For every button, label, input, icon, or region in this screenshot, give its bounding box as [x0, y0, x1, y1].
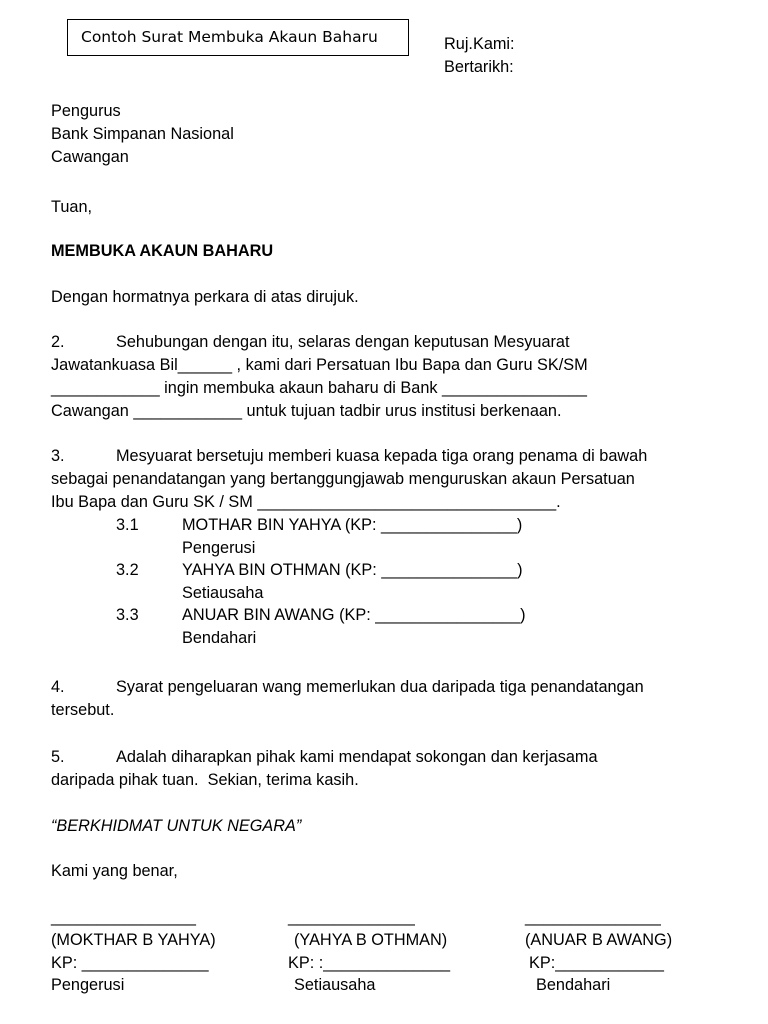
signatory-1-number: 3.1	[116, 516, 139, 534]
para4-line-2: tersebut.	[51, 701, 115, 719]
signature-line-3: _______________	[525, 908, 661, 926]
signature-name-3: (ANUAR B AWANG)	[525, 931, 673, 949]
signatory-2-number: 3.2	[116, 561, 139, 579]
opening-line: Dengan hormatnya perkara di atas dirujuk.	[51, 288, 359, 306]
para2-number: 2.	[51, 333, 65, 351]
signatory-1-name: MOTHAR BIN YAHYA (KP: _______________)	[182, 516, 523, 534]
date-label: Bertarikh:	[444, 58, 514, 76]
signature-role-3: Bendahari	[536, 976, 611, 994]
signature-role-1: Pengerusi	[51, 976, 125, 994]
signature-kp-2: KP: :______________	[288, 954, 451, 972]
signatory-2-name: YAHYA BIN OTHMAN (KP: _______________)	[182, 561, 523, 579]
signatory-3-name: ANUAR BIN AWANG (KP: ________________)	[182, 606, 526, 624]
reference-label: Ruj.Kami:	[444, 35, 515, 53]
para5-line-2: daripada pihak tuan. Sekian, terima kasih.	[51, 771, 359, 789]
subject-heading: MEMBUKA AKAUN BAHARU	[51, 242, 274, 260]
para4-line-1: Syarat pengeluaran wang memerlukan dua daripada tiga penandatangan	[116, 678, 644, 696]
recipient-line-1: Pengurus	[51, 102, 121, 120]
para2-line-3: ____________ ingin membuka akaun baharu di Bank ________________	[51, 379, 587, 397]
signature-name-1: (MOKTHAR B YAHYA)	[51, 931, 216, 949]
signature-kp-1: KP: ______________	[51, 954, 209, 972]
signature-line-1: ________________	[51, 908, 196, 926]
document-title-box: Contoh Surat Membuka Akaun Baharu	[67, 19, 409, 56]
para3-line-3: Ibu Bapa dan Guru SK / SM _________________________________.	[51, 493, 561, 511]
signatory-2-role: Setiausaha	[182, 584, 264, 602]
para5-line-1: Adalah diharapkan pihak kami mendapat sokongan dan kerjasama	[116, 748, 598, 766]
para2-line-1: Sehubungan dengan itu, selaras dengan keputusan Mesyuarat	[116, 333, 570, 351]
recipient-line-2: Bank Simpanan Nasional	[51, 125, 234, 143]
signatory-3-number: 3.3	[116, 606, 139, 624]
signatory-1-role: Pengerusi	[182, 539, 256, 557]
para3-number: 3.	[51, 447, 65, 465]
signature-name-2: (YAHYA B OTHMAN)	[294, 931, 448, 949]
para3-line-1: Mesyuarat bersetuju memberi kuasa kepada tiga orang penama di bawah	[116, 447, 648, 465]
para5-number: 5.	[51, 748, 65, 766]
para2-line-2: Jawatankuasa Bil______ , kami dari Persatuan Ibu Bapa dan Guru SK/SM	[51, 356, 588, 374]
recipient-line-3: Cawangan	[51, 148, 129, 166]
signature-role-2: Setiausaha	[294, 976, 376, 994]
salutation: Tuan,	[51, 198, 93, 216]
closing-line: Kami yang benar,	[51, 862, 178, 880]
signature-kp-3: KP:____________	[529, 954, 664, 972]
para3-line-2: sebagai penandatangan yang bertanggungjawab menguruskan akaun Persatuan	[51, 470, 635, 488]
para4-number: 4.	[51, 678, 65, 696]
signature-line-2: ______________	[288, 908, 415, 926]
signatory-3-role: Bendahari	[182, 629, 257, 647]
motto: “BERKHIDMAT UNTUK NEGARA”	[51, 817, 302, 835]
para2-line-4: Cawangan ____________ untuk tujuan tadbir urus institusi berkenaan.	[51, 402, 562, 420]
